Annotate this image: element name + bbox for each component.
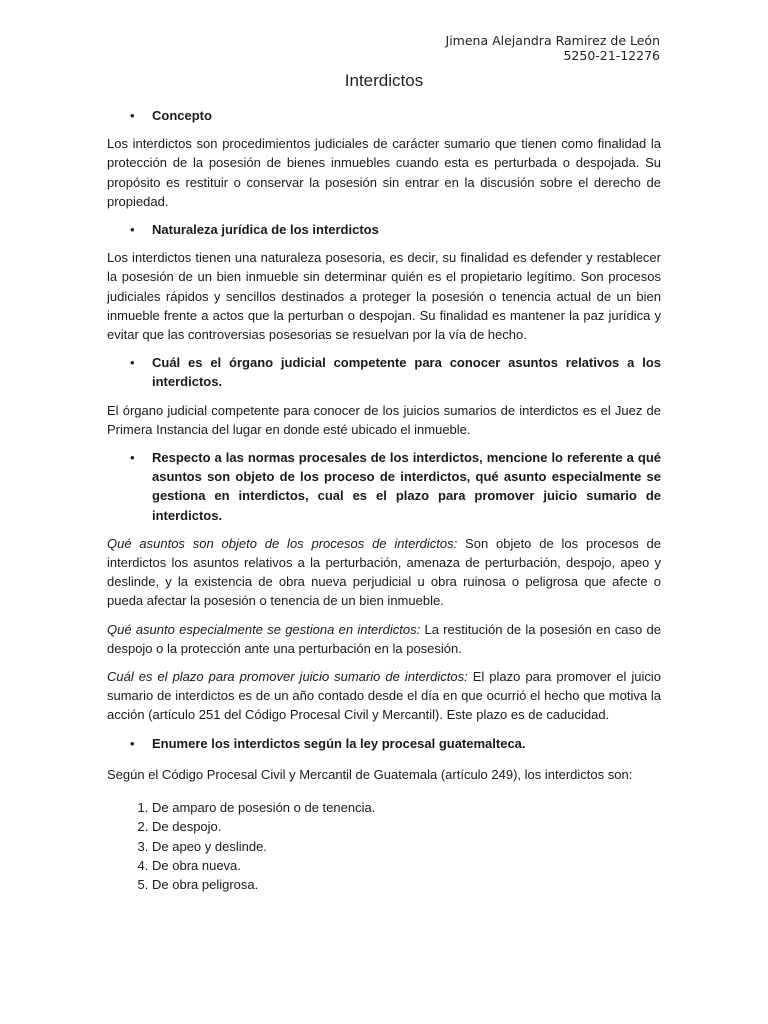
paragraph-text: Son objeto de los procesos de interdictos los asuntos relativos a la perturbación, amenaza de perturbación, despojo, apeo y deslinde, y la existencia de obra nueva perjudicial u obra ruinosa o peligrosa que afecte o pueda afectar la posesión o tenencia de un bien inmueble. — [107, 535, 661, 609]
student-id: 5250-21-12276 — [563, 48, 660, 63]
paragraph-lead: Qué asuntos son objeto de los procesos de interdictos: — [107, 535, 458, 551]
section-heading-normas: • Respecto a las normas procesales de los interdictos, mencione lo referente a qué asuntos son objeto de los proceso de interdictos, qué asunto especialmente se gestiona en interdictos, cual es el plazo para promover juicio sumario de interdictos. — [107, 448, 661, 525]
paragraph-lead: Qué asunto especialmente se gestiona en interdictos: — [107, 621, 421, 637]
paragraph-enumere: Según el Código Procesal Civil y Mercantil de Guatemala (artículo 249), los interdictos son: — [107, 766, 633, 782]
paragraph-concepto: Los interdictos son procedimientos judiciales de carácter sumario que tienen como finalidad la protección de la posesión de bienes inmuebles cuando esta es perturbada o despojada. Su propósito es restituir o conservar la posesión sin entrar en la discusión sobre el derecho de propiedad. — [107, 136, 661, 209]
list-item: 2. De despojo. — [152, 817, 661, 836]
section-heading-organo: • Cuál es el órgano judicial competente para conocer asuntos relativos a los interdictos. — [107, 353, 661, 391]
list-item: 1. De amparo de posesión o de tenencia. — [152, 798, 661, 817]
section-heading-naturaleza: • Naturaleza jurídica de los interdictos — [107, 220, 661, 239]
paragraph-asuntos-objeto — [107, 534, 661, 611]
paragraph-asunto-especial — [107, 620, 661, 658]
author-name: Jimena Alejandra Ramirez de León — [445, 33, 660, 48]
paragraph-lead: Cuál es el plazo para promover juicio sumario de interdictos: — [107, 669, 468, 685]
paragraph-organo: El órgano judicial competente para conocer de los juicios sumarios de interdictos es el Juez de Primera Instancia del lugar en donde esté ubicado el inmueble. — [107, 402, 661, 437]
section-heading-enumere: • Enumere los interdictos según la ley procesal guatemalteca. — [107, 734, 661, 753]
paragraph-text: La restitución de la posesión en caso de despojo o la protección ante una perturbación en la posesión. — [107, 621, 661, 656]
list-item: 3. De apeo y deslinde. — [152, 837, 661, 856]
paragraph-naturaleza: Los interdictos tienen una naturaleza posesoria, es decir, su finalidad es defender y restablecer la posesión de un bien inmueble sin determinar quién es el propietario legítimo. Son procesos judiciales rápidos y sencillos destinados a proteger la posesión o tenencia actual de un bien inmueble frente a actos que la perturban o despojan. Su finalidad es mantener la paz jurídica y evitar que las controversias posesorias se resuelvan por la vía de hecho. — [107, 250, 661, 343]
document-title: Interdictos — [344, 71, 424, 90]
paragraph-plazo — [107, 667, 661, 725]
document-header — [446, 33, 660, 63]
interdictos-list — [107, 798, 661, 894]
list-item: 4. De obra nueva. — [152, 856, 661, 875]
paragraph-text: El plazo para promover el juicio sumario de interdictos es de un año contado desde el día en que ocurrió el hecho que motiva la acción (artículo 251 del Código Procesal Civil y Mercantil). Este plazo es de caducidad. — [107, 669, 661, 723]
list-item: 5. De obra peligrosa. — [152, 875, 661, 894]
document-body — [107, 106, 661, 894]
section-heading-concepto: • Concepto — [107, 106, 661, 125]
